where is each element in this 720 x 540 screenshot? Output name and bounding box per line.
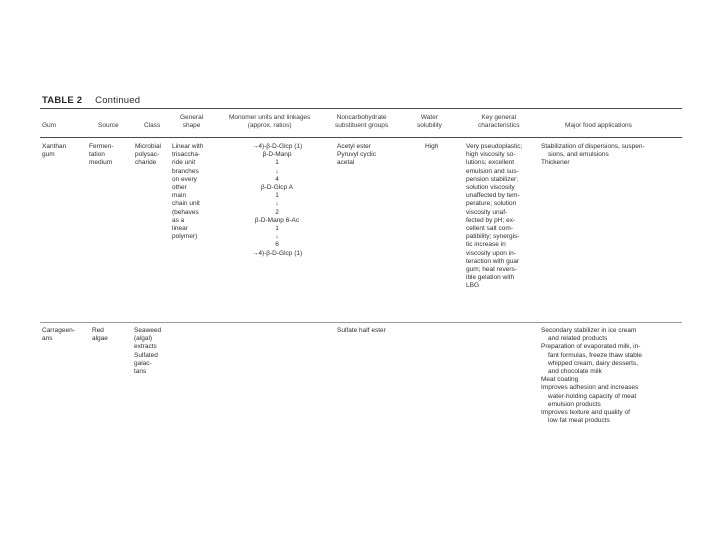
cell-line: high viscosity so- [466,151,516,159]
cell-line: Acetyl ester [337,143,371,150]
cell-line: Secondary stabilizer in ice cream [541,327,637,334]
cell-line: Sulfated [134,351,158,359]
cell-line: ans [42,335,53,343]
cell-line: low fat meat products [548,417,610,425]
cell-line: branches [172,167,199,175]
cell-line: ↓ [275,167,279,175]
header-key-l1: Key general [481,114,517,121]
cell-line: charide [135,159,157,167]
header-general-shape-l2: shape [182,122,201,129]
cell-line: Improves adhesion and increases [541,384,639,392]
cell-line: emulsion products [548,400,601,408]
cell-line: Sulfate half ester [337,327,386,334]
cell-line: unaffected by tem- [466,192,520,200]
cell-line: water-holding capacity of meat [548,392,637,400]
table-label: TABLE 2 [42,95,83,106]
header-monomer-l2: (approx. ratios) [247,122,292,129]
row-0-shape [172,143,203,241]
cell-line: Improves texture and quality of [541,409,630,417]
row-0-water [425,143,438,151]
header-key-l2: characteristics [478,122,520,129]
cell-line: perature; solution [466,200,517,208]
cell-line: polysac- [135,151,160,159]
cell-line: polymer) [172,233,198,241]
cell-line: Pyruvyl cyclic [337,151,377,159]
cell-line: gum; heat revers- [466,266,517,274]
cell-line: ible gelation with [466,274,515,282]
cell-line: chain unit [172,200,200,208]
cell-line: on every [172,175,197,183]
header-water [417,114,442,130]
cell-line: β-D-Manp 6-Ac [254,216,300,224]
cell-line: Stabilization of dispersions, suspen- [541,143,645,150]
cell-line: medium [89,159,113,167]
header-general-shape-l1: General [180,114,204,121]
top-rule [40,108,682,109]
cell-line: Microbial [135,143,162,150]
cell-line: ↓ [275,200,279,208]
cell-line: tans [134,368,147,376]
row-0-monomer [236,143,318,258]
row-0-class [135,143,161,168]
cell-line: 2 [275,208,279,216]
header-noncarb-l1: Noncarbohydrate [336,114,387,121]
cell-line: 1 [275,192,279,200]
cell-line: →4)-β-D-Glcp (1) [251,143,303,150]
cell-line: other [172,184,187,192]
cell-line: 1 [275,159,279,167]
cell-line: ↓ [275,233,279,241]
cell-line: whipped cream, dairy desserts, [548,359,638,367]
table-subtitle: Continued [95,95,141,106]
header-monomer-l1: Monomer units and linkages [229,114,311,121]
cell-line: β-D-Glcp A [261,184,293,192]
cell-line: pension stabilizer; [466,175,519,183]
cell-line: β-D-Manp [262,151,292,159]
cell-line: viscosity unaf- [466,208,508,216]
cell-line: trisaccha- [172,151,201,159]
cell-line: main [172,192,187,200]
cell-line: fant formulas, freeze thaw stable [548,351,642,359]
cell-line: Meat coating [541,376,579,384]
row-0-gum [42,143,66,159]
header-major: Major food applications [565,122,632,129]
header-noncarb [335,114,388,130]
cell-line: Preparation of evaporated milk, in- [541,343,641,351]
table-title [42,95,140,106]
cell-line: viscosity upon in- [466,249,516,257]
cell-line: 6 [275,241,279,249]
cell-line: as a [172,216,185,224]
row-1-source [92,327,108,343]
cell-line: Xanthan [42,143,67,150]
cell-line: and chocolate milk [548,368,602,376]
cell-line: extracts [134,343,157,351]
cell-line: 1 [275,225,279,233]
header-class: Class [144,122,161,129]
cell-line: Red [92,327,104,334]
header-water-l2: solubility [417,122,442,129]
cell-line: Linear with [172,143,204,150]
cell-line: Fermen- [89,143,114,150]
cell-line: Carrageen- [42,327,75,334]
header-rule [40,137,682,138]
cell-line: patibility; synergis- [466,233,520,241]
header-key [478,114,520,130]
row-1-class [134,327,161,376]
row-separator [40,322,682,323]
row-1-major [541,327,642,425]
cell-line: teraction with guar [466,257,520,265]
cell-line: and related products [548,335,608,343]
cell-line: Seaweed [134,327,162,334]
cell-line: (behaves [172,208,199,216]
row-0-major [541,143,645,168]
row-1-noncarb [337,327,386,335]
cell-line: High [425,143,439,150]
cell-line: Very pseudoplastic; [466,143,523,150]
header-water-l1: Water [420,114,439,121]
cell-line: solution viscosity [466,184,515,192]
cell-line: cellent salt com- [466,225,513,233]
cell-line: acetal [337,159,355,167]
header-monomer [229,114,310,130]
row-0-source [89,143,114,168]
cell-line: →4)-β-D-Glcp (1) [251,249,303,257]
cell-line: tation [89,151,105,159]
cell-line: ride unit [172,159,196,167]
header-general-shape [180,114,203,130]
cell-line: (algal) [134,335,153,343]
row-0-key [466,143,522,291]
row-0-noncarb [337,143,376,168]
cell-line: tic increase in [466,241,506,249]
cell-line: emulsion and sus- [466,167,519,175]
cell-line: sions, and emulsions [548,151,609,159]
cell-line: gum [42,151,55,159]
cell-line: galac- [134,359,152,367]
header-gum: Gum [42,122,57,129]
header-source: Source [98,122,119,129]
header-noncarb-l2: substituent groups [335,122,389,129]
cell-line: linear [172,225,188,233]
cell-line: algae [92,335,108,343]
cell-line: fected by pH; ex- [466,216,516,224]
cell-line: LBG [466,282,480,290]
cell-line: Thickener [541,159,570,167]
cell-line: 4 [275,175,279,183]
cell-line: lutions; excellent [466,159,515,167]
row-1-gum [42,327,75,343]
